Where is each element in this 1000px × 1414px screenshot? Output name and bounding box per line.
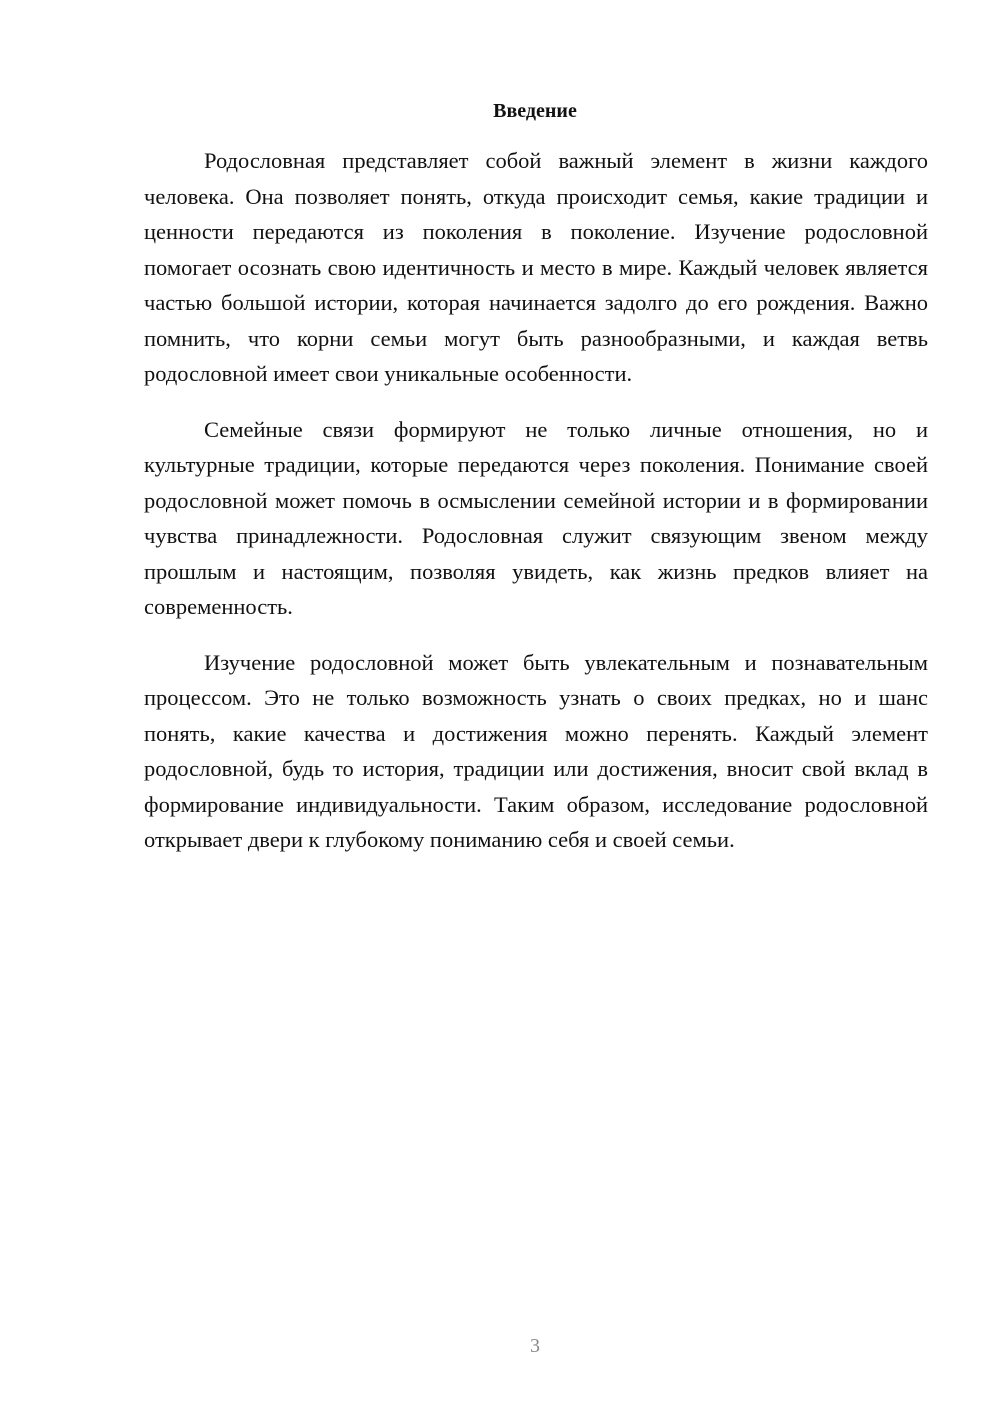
paragraph-1: Родословная представляет собой важный элемент в жизни каждого человека. Она позволяет понять, откуда происходит семья, какие традиции и ценности передаются из поколения в поколение. Изучение родословной помогает осознать свою идентичность и место в мире. Каждый человек является частью большой истории, которая начинается задолго до его рождения. Важно помнить, что корни семьи могут быть разнообразными, и каждая ветвь родословной имеет свои уникальные особенности. bbox=[144, 148, 928, 386]
paragraph-3: Изучение родословной может быть увлекательным и познавательным процессом. Это не только возможность узнать о своих предках, но и шанс понять, какие качества и достижения можно перенять. Каждый элемент родословной, будь то история, традиции или достижения, вносит свой вклад в формирование индивидуальности. Таким образом, исследование родословной открывает двери к глубокому пониманию себя и своей семьи. bbox=[144, 649, 928, 852]
body-text bbox=[144, 143, 928, 878]
paragraph-2: Семейные связи формируют не только личные отношения, но и культурные традиции, которые передаются через поколения. Понимание своей родословной может помочь в осмыслении семейной истории и в формировании чувства принадлежности. Родословная служит связующим звеном между прошлым и настоящим, позволяя увидеть, как жизнь предков влияет на современность. bbox=[144, 416, 928, 619]
section-title: Введение bbox=[493, 100, 577, 122]
page-number: 3 bbox=[530, 1335, 540, 1357]
